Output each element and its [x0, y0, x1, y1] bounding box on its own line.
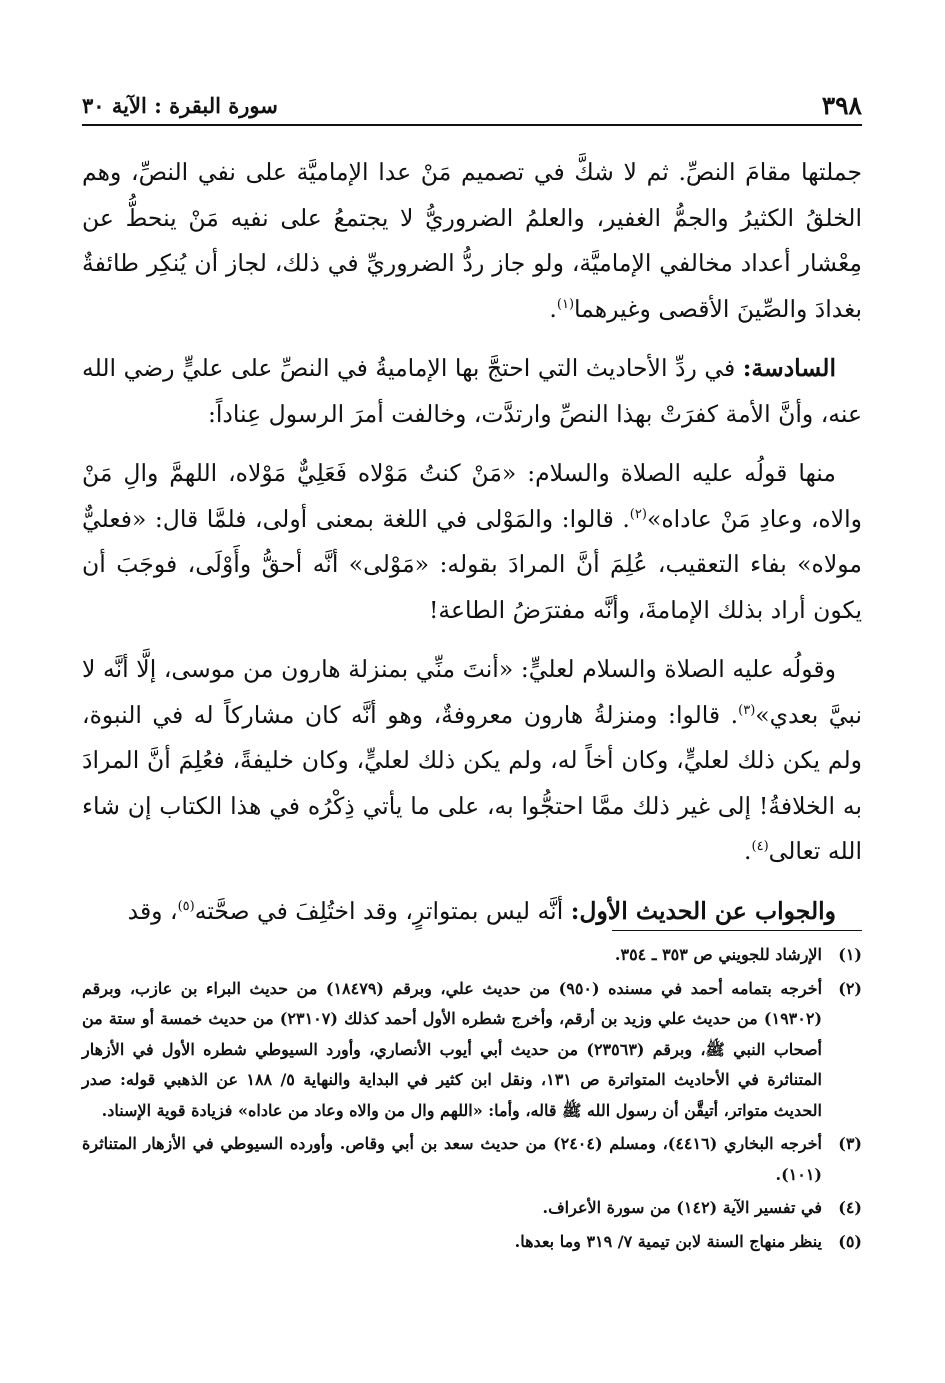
footnote-number: (٥): [838, 1231, 862, 1251]
section-heading-sixth: السادسة:: [742, 354, 836, 382]
footnote-divider: [612, 930, 862, 931]
paragraph-4-end: .: [744, 837, 752, 865]
paragraph-5-text: أنَّه ليس بمتواترٍ، وقد اختُلِفَ في صحَّته: [194, 896, 571, 925]
footnote-number: (٢): [838, 978, 862, 998]
paragraph-4-text: وقولُه عليه الصلاة والسلام لعليٍّ: «أنتَ منِّي بمنزلة هارون من موسى، إلَّا أنَّه لا نبيَّ بعدي»: [82, 655, 862, 729]
footnote-3: [82, 1129, 862, 1190]
footnote-text: أخرجه بتمامه أحمد في مسنده (٩٥٠) من حديث علي، وبرقم (١٨٤٧٩) من حديث البراء بن عازب، وبرقم (١٩٣٠٢) من حديث علي وزيد بن أرقم، وأخرج شطره الأول أحمد كذلك (٢٣١٠٧) من حديث خمسة أو ستة من أصحاب النبي ﷺ، وبرقم (٢٣٥٦٣) من حديث أبي أيوب الأنصاري، وأورد السيوطي شطره الأول في الأزهار المتناثرة في الأحاديث المتواترة ص ١٣١، ونقل ابن كثير في البداية والنهاية ٥/ ١٨٨ عن الذهبي قوله: صدر الحديث متواتر، أتيقَّن أن رسول الله ﷺ قاله، وأما: «اللهم وال من والاه وعاد من عاداه» فزيادة قوية الإسناد.: [82, 978, 823, 1120]
footnote-5: [82, 1227, 862, 1258]
footnote-text: ينظر منهاج السنة لابن تيمية ٧/ ٣١٩ وما بعدها.: [514, 1231, 822, 1251]
paragraph-1-end: .: [549, 294, 557, 323]
footnote-ref-4: (٤): [751, 839, 769, 855]
paragraph-4: [82, 647, 862, 875]
footnote-4: [82, 1193, 862, 1224]
paragraph-2-text: في ردِّ الأحاديث التي احتجَّ بها الإماميةُ في النصِّ على عليٍّ رضي الله عنه، وأنَّ الأمة كفرَتْ بهذا النصِّ وارتدَّت، وخالفت أمرَ الرسول عِناداً:: [82, 354, 862, 428]
running-title: سورة البقرة : الآية ٣٠: [82, 93, 278, 118]
paragraph-4-text-2: . قالوا: ومنزلةُ هارون معروفةٌ، وهو أنَّه كان مشاركاً له في النبوة، ولم يكن ذلك لعليٍّ، وكان أخاً له، ولم يكن ذلك لعليٍّ، وكان خليفةً، فعُلِمَ أنَّ المرادَ به الخلافةُ! إلى غير ذلك ممَّا احتجُّوا به، على ما يأتي ذِكْرُه في هذا الكتاب إن شاء الله تعالى: [82, 700, 862, 865]
paragraph-3-text: منها قولُه عليه الصلاة والسلام: «مَنْ كنتُ مَوْلاه فَعَلِيٌّ مَوْلاه، اللهمَّ والِ مَنْ والاه، وعادِ مَنْ عاداه»: [82, 459, 862, 533]
footnote-ref-3: (٣): [738, 702, 756, 718]
footnote-ref-1: (١): [556, 296, 575, 312]
footnote-2: [82, 974, 862, 1127]
footnote-number: (٣): [838, 1134, 862, 1153]
footnote-text: في تفسير الآية (١٤٢) من سورة الأعراف.: [542, 1198, 822, 1217]
footnote-number: (١): [838, 945, 862, 964]
footnote-text: الإرشاد للجويني ص ٣٥٣ ـ ٣٥٤.: [614, 945, 822, 964]
footnote-text: أخرجه البخاري (٤٤١٦)، ومسلم (٢٤٠٤) من حديث سعد بن أبي وقاص. وأورده السيوطي في الأزهار المتناثرة (١٠١).: [82, 1134, 822, 1184]
paragraph-2: [82, 346, 862, 437]
paragraph-1-text: جملتها مقامَ النصِّ. ثم لا شكَّ في تصميم مَنْ عدا الإماميَّة على نفي النصِّ، وهم الخلقُ الكثيرُ والجمُّ الغفير، والعلمُ الضروريُّ لا يجتمعُ على نفيه مَنْ ينحطُّ عن مِعْشار أعداد مخالفي الإماميَّة، ولو جاز ردُّ الضروريِّ في ذلك، لجاز أن يُنكِر طائفةٌ بغدادَ والصِّينَ الأقصى وغيرهما: [82, 158, 862, 323]
footnote-ref-2: (٢): [629, 506, 647, 522]
paragraph-1: [82, 150, 862, 332]
paragraph-5: [82, 889, 862, 935]
main-text: [82, 150, 862, 948]
page-header: [82, 82, 862, 126]
footnote-1: [82, 940, 862, 971]
footnote-number: (٤): [838, 1198, 862, 1217]
paragraph-3: [82, 451, 862, 633]
paragraph-3-text-2: . قالوا: والمَوْلى في اللغة بمعنى أولى، فلمَّا قال: «فعليٌّ مولاه» بفاء التعقيب، عُلِمَ أنَّ المرادَ بقوله: «مَوْلى» أنَّه أحقُّ وأَوْلَى، فوجَبَ أن يكون أراد بذلك الإمامةَ، وأنَّه مفترَضُ الطاعة!: [82, 504, 862, 624]
page-number: ٣٩٨: [821, 91, 862, 120]
footnote-ref-5: (٥): [177, 898, 195, 914]
footnotes: [82, 940, 862, 1260]
paragraph-5-end: ، وقد: [127, 896, 178, 925]
answer-heading: والجواب عن الحديث الأول:: [570, 896, 836, 925]
